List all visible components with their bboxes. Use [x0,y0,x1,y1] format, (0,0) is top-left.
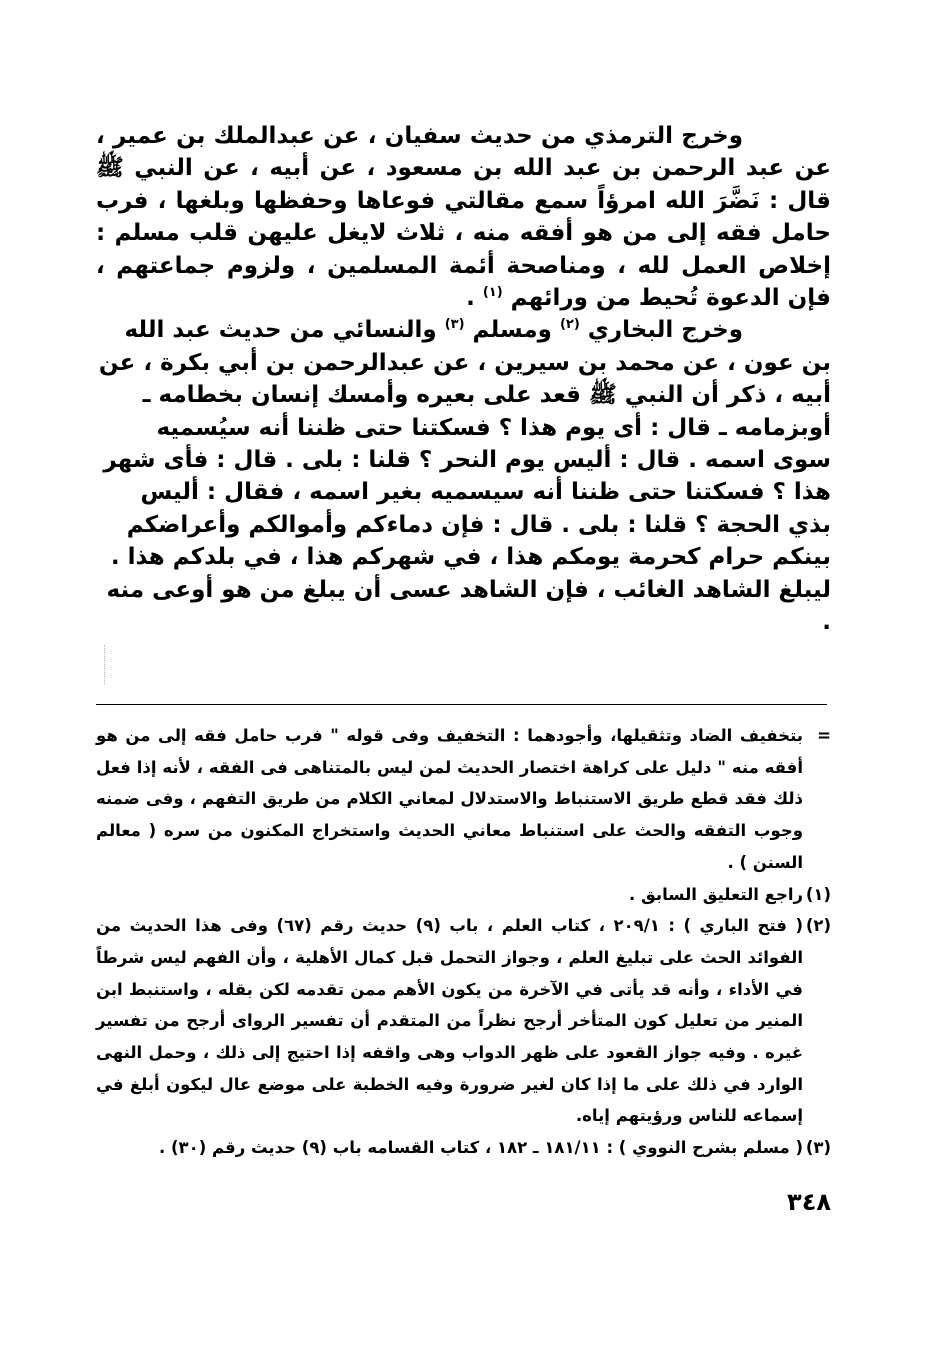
footnote-mark: (٣) [805,1138,831,1158]
footnote-mark: = [817,726,831,745]
footnote-ref[interactable]: (١) [482,284,503,300]
footnotes-section [96,720,831,1164]
footnote-1: (١) راجع التعليق السابق . [96,879,831,911]
footnote-2: (٢) ( فتح الباري ) : ٢٠٩/١ ، كتاب العلم ، باب (٩) حديث رقم (٦٧) وفى هذا الحديث من الفوائد الحث على تبليغ العلم ، وجواز التحمل قبل كمال الأهلية ، وأن الفهم ليس شرطاً في الأداء ، وأنه قد يأتى في الآخرة من يكون الأهم ممن تقدمه لكن بقله ، واستنبط ابن المنير من تعليل كون المتأخر أرجح نظراً من المتقدم أن تفسير الرواى أرجح من تفسير غيره . وفيه جواز القعود على ظهر الدواب وهى واقفه إذا احتيج إلى ذلك ، وحمل النهى الوارد في ذلك على ما إذا كان لغير ضرورة وفيه الخطبة على موضع عال ليكون أبلغ في إسماعه للناس ورؤيتهم إياه. [96,910,831,1132]
footnote-3: (٣) ( مسلم بشرح النووي ) : ١٨١/١١ ـ ١٨٢ ، كتاب القسامه باب (٩) حديث رقم (٣٠) . [96,1132,831,1164]
footnote-divider [96,704,827,705]
footnote-ref[interactable]: (٣) [444,317,465,333]
scan-artifact [104,645,106,685]
body-paragraph-1: وخرج الترمذي من حديث سفيان ، عن عبدالملك بن عمير ، عن عبد الرحمن بن عبد الله بن مسعود ، عن أبيه ، عن النبي ﷺ قال : نَضَّرَ الله امرؤاً سمع مقالتي فوعاها وحفظها وبلغها ، فرب حامل فقه إلى من هو أفقه منه ، ثلاث لايغل عليهن قلب مسلم : إخلاص العمل لله ، ومناصحة أئمة المسلمين ، ولزوم جماعتهم ، فإن الدعوة تُحيط من ورائهم $^{(١)}$ . [96,123,831,312]
footnote-mark: (٢) [805,916,831,936]
footnote-ref[interactable]: (٢) [559,317,580,333]
footnote-mark: (١) [805,884,831,904]
page-number: ٣٤٨ [787,1188,831,1216]
book-page [96,120,831,1240]
body-paragraph-2: وخرج البخاري $^{(٢)}$ ومسلم $^{(٣)}$ والنسائي من حديث عبد الله بن عون ، عن محمد بن سيرين ، عن عبدالرحمن بن أبي بكرة ، عن أبيه ، ذكر أن النبي ﷺ قعد على بعيره وأمسك إنسان بخطامه ـ أوبزمامه ـ قال : أى يوم هذا ؟ فسكتنا حتى ظننا أنه سيُسميه سوى اسمه . قال : أليس يوم النحر ؟ قلنا : بلى . قال : فأى شهر هذا ؟ فسكتنا حتى ظننا أنه سيسميه بغير اسمه ، فقال : أليس بذي الحجة ؟ قلنا : بلى . قال : فإن دماءكم وأموالكم وأعراضكم بينكم حرام كحرمة يومكم هذا ، في شهركم هذا ، في بلدكم هذا . ليبلغ الشاهد الغائب ، فإن الشاهد عسى أن يبلغ من هو أوعى منه . [98,317,831,636]
footnote-continued: = بتخفيف الضاد وتثقيلها، وأجودهما : التخفيف وفى قوله " فرب حامل فقه إلى من هو أفقه منه " دليل على كراهة اختصار الحديث لمن ليس بالمتناهى فى الفقه ، لأنه إذا فعل ذلك فقد قطع طريق الاستنباط والاستدلال لمعاني الكلام من طريق التفهم ، وفى ضمنه وجوب التفقه والحث على استنباط معاني الحديث واستخراج المكنون من سره ( معالم السنن ) . [96,720,831,879]
main-text [96,120,831,639]
